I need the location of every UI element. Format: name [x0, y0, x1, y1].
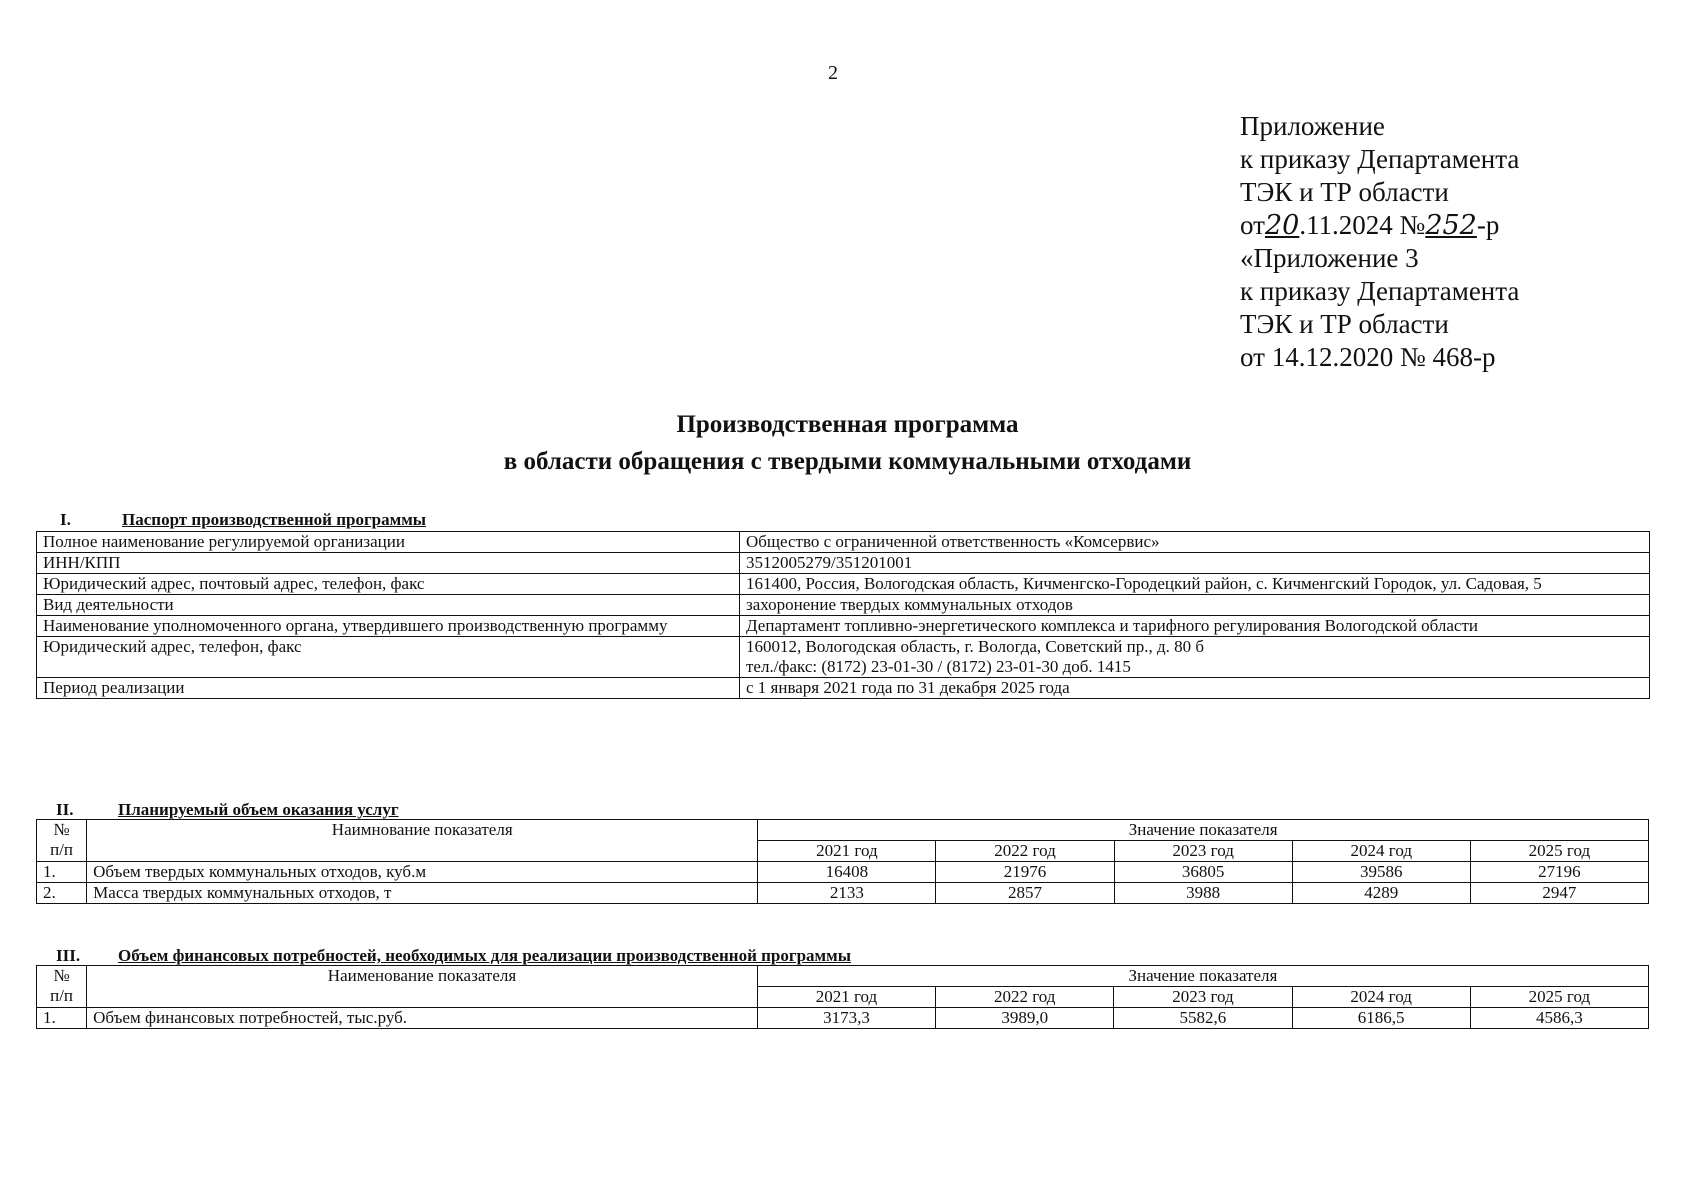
section-1-heading: [60, 510, 426, 530]
row-value: 3989,0: [936, 1008, 1114, 1029]
document-title: Производственная программа: [676, 411, 1019, 438]
finance-table: [36, 965, 1649, 1029]
table-row: [37, 883, 1649, 904]
column-header-number: № п/п: [37, 820, 87, 862]
appendix-line: ТЭК и ТР области: [1240, 177, 1449, 207]
passport-row: [37, 616, 1650, 637]
passport-row: [37, 532, 1650, 553]
row-name: Объем финансовых потребностей, тыс.руб.: [87, 1008, 758, 1029]
passport-value: 3512005279/351201001: [740, 553, 1650, 574]
section-title: Планируемый объем оказания услуг: [118, 800, 399, 819]
passport-row: [37, 637, 1650, 678]
passport-key: Вид деятельности: [37, 595, 740, 616]
row-value: 2857: [936, 883, 1114, 904]
passport-key: Юридический адрес, почтовый адрес, телефон, факс: [37, 574, 740, 595]
year-header: 2023 год: [1114, 841, 1292, 862]
row-value: 36805: [1114, 862, 1292, 883]
row-value: 27196: [1470, 862, 1648, 883]
section-number: III.: [56, 946, 81, 965]
passport-value: Общество с ограниченной ответственность «Комсервис»: [740, 532, 1650, 553]
passport-value: 160012, Вологодская область, г. Вологда, Советский пр., д. 80 б тел./факс: (8172) 23-01-30 / (8172) 23-01-30 доб. 1415: [740, 637, 1650, 678]
row-number: 1.: [37, 1008, 87, 1029]
row-number: 2.: [37, 883, 87, 904]
row-value: 16408: [758, 862, 936, 883]
column-header-name: Наименование показателя: [87, 966, 758, 1008]
appendix-date-mid: .11.2024 №: [1299, 210, 1426, 240]
handwritten-day: 20: [1264, 210, 1300, 241]
passport-value: с 1 января 2021 года по 31 декабря 2025 года: [740, 678, 1650, 699]
year-header: 2025 год: [1470, 987, 1648, 1008]
year-header: 2021 год: [757, 987, 935, 1008]
passport-row: [37, 678, 1650, 699]
passport-row: [37, 574, 1650, 595]
passport-value: 161400, Россия, Вологодская область, Кичменгско-Городецкий район, с. Кичменгский Городок, ул. Садовая, 5: [740, 574, 1650, 595]
row-value: 21976: [936, 862, 1114, 883]
table-row: [37, 862, 1649, 883]
row-number: 1.: [37, 862, 87, 883]
appendix-line: к приказу Департамента: [1240, 144, 1520, 174]
column-header-number: № п/п: [37, 966, 87, 1008]
appendix-line: к приказу Департамента: [1240, 276, 1520, 306]
table-row: [37, 1008, 1649, 1029]
row-name: Масса твердых коммунальных отходов, т: [87, 883, 758, 904]
section-number: I.: [60, 510, 71, 529]
year-header: 2025 год: [1470, 841, 1648, 862]
passport-key: Наименование уполномоченного органа, утвердившего производственную программу: [37, 616, 740, 637]
appendix-line: «Приложение 3: [1240, 243, 1419, 273]
handwritten-order-number: 252: [1425, 210, 1477, 241]
passport-value: захоронение твердых коммунальных отходов: [740, 595, 1650, 616]
passport-key: ИНН/КПП: [37, 553, 740, 574]
appendix-date-suffix: -р: [1476, 210, 1500, 240]
passport-key: Юридический адрес, телефон, факс: [37, 637, 740, 678]
section-title: Паспорт производственной программы: [122, 510, 427, 529]
column-header-value: Значение показателя: [758, 820, 1649, 841]
row-value: 2133: [758, 883, 936, 904]
appendix-block: [1240, 110, 1519, 374]
appendix-date-prefix: от: [1240, 210, 1265, 240]
row-name: Объем твердых коммунальных отходов, куб.м: [87, 862, 758, 883]
year-header: 2023 год: [1114, 987, 1292, 1008]
passport-key: Период реализации: [37, 678, 740, 699]
year-header: 2021 год: [758, 841, 936, 862]
section-title: Объем финансовых потребностей, необходимых для реализации производственной программы: [118, 946, 851, 965]
appendix-date-line: [1240, 209, 1519, 242]
section-number: II.: [56, 800, 74, 819]
column-header-name: Наимнование показателя: [87, 820, 758, 862]
year-header: 2024 год: [1292, 987, 1470, 1008]
appendix-line: от 14.12.2020 № 468-р: [1240, 342, 1496, 372]
passport-row: [37, 553, 1650, 574]
section-3-heading: [56, 946, 851, 966]
passport-table: [36, 531, 1650, 699]
row-value: 5582,6: [1114, 1008, 1292, 1029]
row-value: 4289: [1292, 883, 1470, 904]
appendix-line: Приложение: [1240, 111, 1385, 141]
document-subtitle: в области обращения с твердыми коммунальными отходами: [503, 448, 1192, 475]
year-header: 2022 год: [936, 841, 1114, 862]
passport-value: Департамент топливно-энергетического комплекса и тарифного регулирования Вологодской области: [740, 616, 1650, 637]
year-header: 2022 год: [936, 987, 1114, 1008]
row-value: 6186,5: [1292, 1008, 1470, 1029]
row-value: 2947: [1470, 883, 1648, 904]
column-header-value: Значение показателя: [757, 966, 1648, 987]
passport-row: [37, 595, 1650, 616]
passport-key: Полное наименование регулируемой организации: [37, 532, 740, 553]
section-2-heading: [56, 800, 399, 820]
year-header: 2024 год: [1292, 841, 1470, 862]
page-number: 2: [828, 62, 838, 84]
volume-table: [36, 819, 1649, 904]
row-value: 39586: [1292, 862, 1470, 883]
row-value: 3988: [1114, 883, 1292, 904]
row-value: 4586,3: [1470, 1008, 1648, 1029]
appendix-line: ТЭК и ТР области: [1240, 309, 1449, 339]
row-value: 3173,3: [757, 1008, 935, 1029]
